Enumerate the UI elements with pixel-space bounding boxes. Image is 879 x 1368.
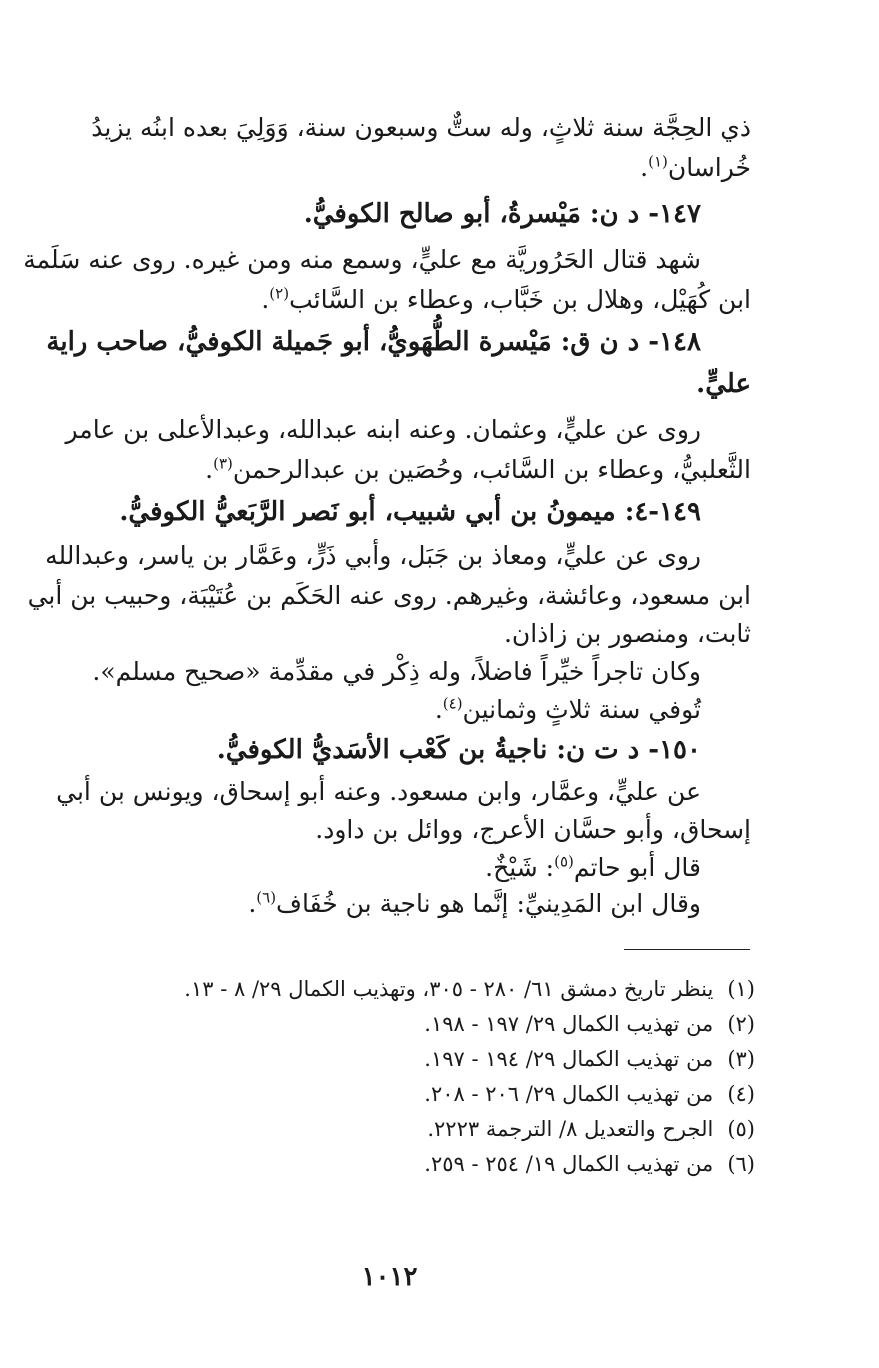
entry-heading-149: ١٤٩-٤: ميمونُ بن أبي شبيب، أبو نَصر الرَّبَعيُّ الكوفيُّ. (119, 497, 701, 527)
footnote: (٦)من تهذيب الكمال ١٩/ ٢٥٤ - ٢٥٩. (424, 1152, 755, 1176)
body-line: قال أبو حاتم$^{(٥)}$: شَيْخٌ. (485, 852, 701, 882)
entry-heading-147: ١٤٧- د ن: مَيْسرةُ، أبو صالح الكوفيُّ. (303, 199, 701, 229)
body-line: تُوفي سنة ثلاثٍ وثمانين$^{(٤)}$. (434, 694, 701, 724)
footnote: (٥)الجرح والتعديل ٨/ الترجمة ٢٢٢٣. (427, 1117, 755, 1141)
body-line: وقال ابن المَدِينيِّ: إنَّما هو ناجية بن خُفَاف$^{(٦)}$. (248, 888, 701, 918)
page-number: ١٠١٢ (361, 1262, 418, 1292)
body-line: إسحاق، وأبو حسَّان الأعرج، ووائل بن داود. (315, 815, 751, 844)
body-line: ذي الحِجَّة سنة ثلاثٍ، وله ستٌّ وسبعون سنة، وَوَلِيَ بعده ابنُه يزيدُ (91, 113, 751, 142)
body-line: شهد قتال الحَرُوريَّة مع عليٍّ، وسمع منه ومن غيره. روى عنه سَلَمة (23, 245, 701, 274)
footnote-ref[interactable]: (٥) (554, 852, 574, 871)
footnote-ref[interactable]: (٣) (213, 454, 233, 473)
body-line: وكان تاجراً خيِّراً فاضلاً، وله ذِكْر في مقدِّمة «صحيح مسلم». (92, 657, 701, 686)
footnote-ref[interactable]: (٦) (256, 888, 277, 907)
body-line: خُراسان$^{(١)}$. (640, 152, 751, 182)
footnote-separator (624, 949, 750, 950)
body-line: روى عن عليٍّ، ومعاذ بن جَبَل، وأبي ذَرٍّ، وعَمَّار بن ياسر، وعبدالله (45, 541, 701, 570)
body-line: ثابت، ومنصور بن زاذان. (503, 619, 751, 648)
body-line: عن عليٍّ، وعمَّار، وابن مسعود. وعنه أبو إسحاق، ويونس بن أبي (56, 777, 701, 806)
body-line: روى عن عليٍّ، وعثمان. وعنه ابنه عبدالله، وعبدالأعلى بن عامر (65, 415, 701, 444)
entry-heading-148-cont: عليٍّ. (696, 369, 751, 399)
entry-heading-150: ١٥٠- د ت ن: ناجيةُ بن كَعْب الأسَديُّ الكوفيُّ. (216, 735, 701, 765)
footnote: (٣)من تهذيب الكمال ٢٩/ ١٩٤ - ١٩٧. (424, 1047, 755, 1071)
entry-heading-148: ١٤٨- د ن ق: مَيْسرة الطُّهَويُّ، أبو جَميلة الكوفيُّ، صاحب راية (46, 327, 701, 357)
footnote-ref[interactable]: (٢) (269, 284, 290, 303)
footnote: (٢)من تهذيب الكمال ٢٩/ ١٩٧ - ١٩٨. (424, 1012, 755, 1036)
footnote-ref[interactable]: (٤) (442, 694, 463, 713)
body-line: ابن كُهَيْل، وهلال بن خَبَّاب، وعطاء بن السَّائب$^{(٢)}$. (261, 284, 751, 314)
footnote: (٤)من تهذيب الكمال ٢٩/ ٢٠٦ - ٢٠٨. (424, 1082, 755, 1106)
footnote-ref[interactable]: (١) (648, 152, 668, 171)
body-line: ابن مسعود، وعائشة، وغيرهم. روى عنه الحَكَم بن عُتَيْبَة، وحبيب بن أبي (27, 581, 751, 610)
body-line: الثَّعلبيُّ، وعطاء بن السَّائب، وحُصَين بن عبدالرحمن$^{(٣)}$. (205, 454, 751, 484)
footnote: (١)ينظر تاريخ دمشق ٦١/ ٢٨٠ - ٣٠٥، وتهذيب الكمال ٢٩/ ٨ - ١٣. (184, 977, 755, 1001)
